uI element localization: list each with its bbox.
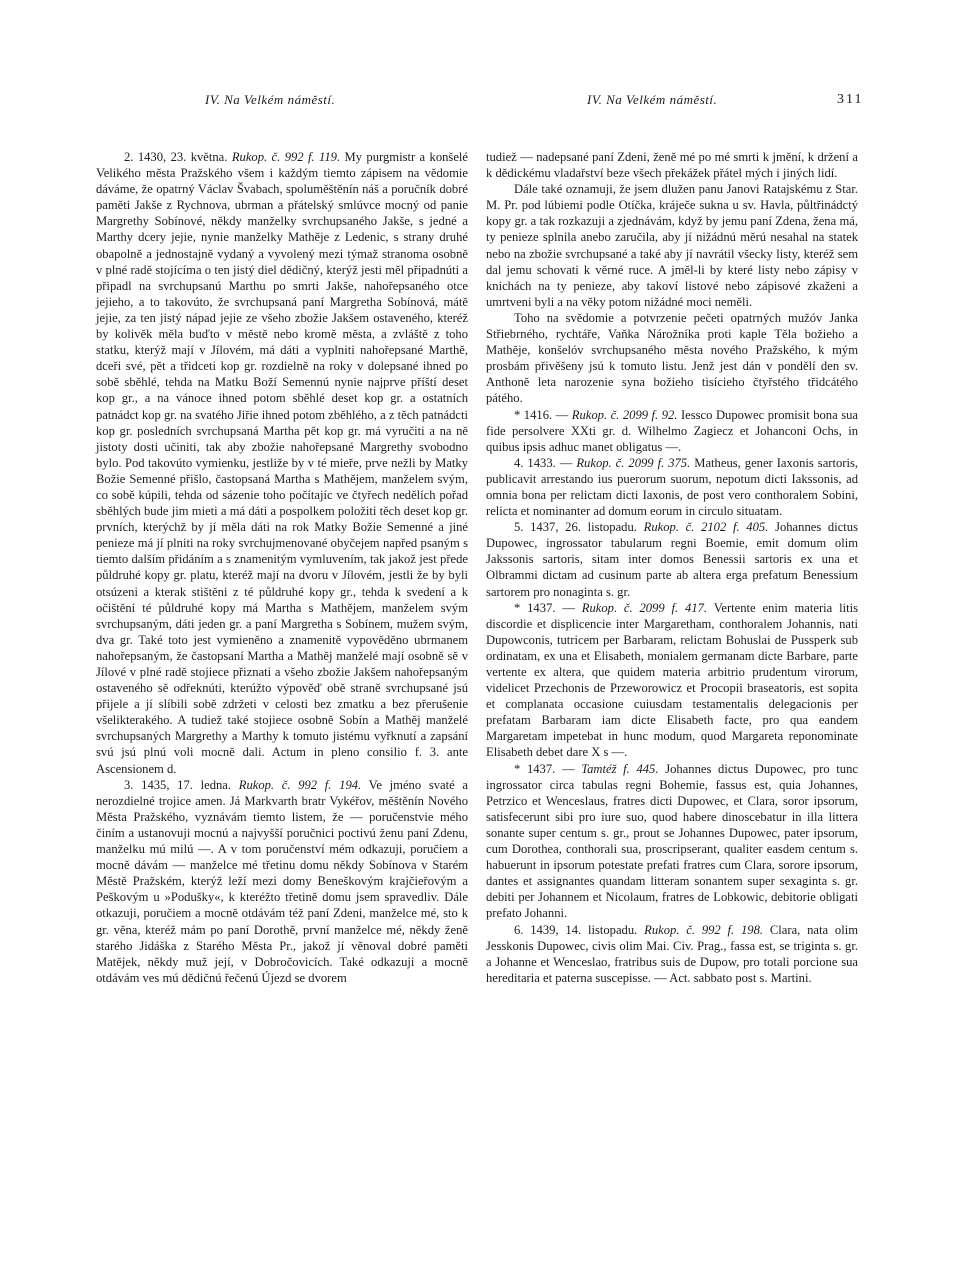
- entry-5-reference: Rukop. č. 2102 f. 405.: [643, 520, 769, 535]
- entry-3-heading: 3. 1435, 17. ledna.: [124, 777, 232, 792]
- entry-2-reference: Rukop. č. 992 f. 119.: [231, 150, 341, 164]
- entry-3-continuation-text: tudiež — nadepsané paní Zdeni, ženě mé po mé smrti k jmění, k držení a k dědickému vladařství beze všech překážek přátel mých i jiných lidí.: [486, 150, 858, 181]
- entry-5: [486, 519, 858, 599]
- entry-4: [486, 455, 858, 519]
- entry-6: [486, 922, 858, 986]
- entry-2-text: My purgmistr a konšelé Velikého města Pražského všem i každým tiemto zápisem na vědomie dáváme, že opatrný Václav Švabach, spoluměštěnín náš a poručník dobré paměti Jakše z Rychnova, ubrman a přátelský smlúvce mocný od panie Margrethy Sobínové, někdy manželky svrchupsaného Jakše, s jedné a Marthy dcery jejie, nynie manželky Mathějе z Ledenic, s strany druhé obapolně a jednostajně vydaný a vyvolený mezi týmaž stranoma osobně v plné radě stojícíma o ten jistý diel dědičný, kterýž jesti měl připadnúti a připadl na svrchupsanú Marthu po smrti Jakše, nahořepsaného otce jejieho, a to takovúto, že svrchupsaná paní Margretha Sobínová, mátě jejie, za ten jistý nápad jejie ze všeho zbožie Jakšem ostaveného, kteréž by kolivěk měla buďto v městě nebo kromě města, a zvláště z toho statku, kterýž mají v Jílovém, má dáti a vyplniti nahořepsané Marthě, dceři své, pět a třidceti kop gr. rozdielně na roky v dolepsané ihned po sobě sběhlé, tehda na Matku Boží Semennú nynie najprve příští deset kop gr., a na vánoce ihned potom sběhlé deset kop gr. a ostatních patnádct kop gr. na svatého Jiřie ihned potom zběhlého, a z těch patnádcti kop gr. posledních svrchupsaná Martha pět kop gr. má vyručiti a na ně jistoty dosti učiniti, tak aby zbožie nahořepsané Margrethy svobodno bylo. Pod takovúto vymienku, jestliže by v té mieře, prve nežli by Matky Božie Semenné přišlo, častopsaná Martha s Mathějem, manželem svým, co sobě kúpili, tehda od sázenie toho počítajíc ve čtyřech nedělích pořad sběhlých bude jim mieti a má dáti a pospolkem položiti těch deset kop gr. prvních, kterýchž by jí měla dáti na rok Matky Božie Semenné a jiné penieze má jí plniti na roky svrchujmenované obyčejem napřed psaným s tiemto dalším přidáním a s znamenitým vymluvením, tak jakož jest přede půldruhé kopy gr. platu, kteréž mají na dvoru v Jílovém, jestli že by byli otsúzeni a kterak stištěni z té půldruhé kopy gr., tehda k svedení a k očištění té půldruhé kopy má Martha s Mathějem, manželem svým svrchupsaným, dáti jeden gr. a paní Margretha s Sobínem, mužem svým, dva gr. Také toto jest vymieněno a znamenitě vypověděno ubrmanem nahořepsaným, že častopsaní Martha a Mathěj manželé mají osobně sě v Jílové v plné radě stojiece přiznati a všeho zbožie Jakšem nahořepsaným ostaveného sě odřeknúti, kterúžto výpověď obě straně svrchupsané jsú přijele a jí slíbili sobě zdržeti v celosti bez zmatku a bez přerušenie všelikterakého. A tudiež také stojiece osobně Sobín a Mathěj manželé svrchupsaných Margrethy a Marthy k tomuto jistému vyřknutí a zapsání svú jsú plnú voli mocně dali. Actum in pleno consilio f. 3. ante Ascensionem d.: [96, 150, 469, 776]
- entry-5-heading: 5. 1437, 26. listopadu.: [514, 520, 637, 535]
- entry-1416-heading: * 1416. —: [514, 407, 569, 422]
- entry-1437: [486, 600, 858, 761]
- entry-1416: [486, 407, 858, 455]
- entry-3: [96, 777, 468, 986]
- entry-1437-heading: * 1437. —: [514, 600, 575, 615]
- left-column: [96, 149, 468, 986]
- entry-2-heading: 2. 1430, 23. května.: [124, 150, 228, 164]
- entry-3-paragraph-3-text: Toho na svědomie a potvrzenie pečeti opatrných mužóv Janka Střiebrného, rychtáře, Vaňka Nárožníka proti kaple Těla božieho a Mathěje, konšelóv svrchupsaného města nového Pražského, k mým prosbám přivěšeny jsú k tomuto listu. Jenž jest dán v pondělí den sv. Anthoně leta narozenie syna božieho tisícieho čtyřstého třidcátého pátého.: [486, 310, 858, 406]
- entry-3-paragraph-2: [486, 181, 858, 310]
- entry-6-text: Clara, nata olim Jesskonis Dupowec, civis olim Mai. Civ. Prag., fassa est, se triginta s. gr. a Johanne et Wenceslao, fratribus suis de Dupow, pro totali porcione sua hereditaria et paterna suscepisse. — Act. sabbato post s. Martini.: [486, 922, 859, 985]
- entry-5-text: Johannes dictus Dupowec, ingrossator tabularum regni Boemie, emit domum olim Jakssonis sartoris, sitam inter domos Benessii sartoris ex una et Olbrammi dictam ad cusinum parte ab altera erga prefatum Benessium sartorem pro nonaginta s. gr.: [486, 520, 859, 599]
- entry-3-paragraph-2-text: Dále také oznamuji, že jsem dlužen panu Janovi Ratajskému z Star. M. Pr. pod lúbiemi podle Otíčka, kráječe sukna u sv. Havla, půltřinádctý kopy gr. a tak rozkazuji a zjednávám, když by jemu paní Zdena, žena má, ty penieze splnila anebo zaručila, aby jí nižádnú měrú nesahal na statek nebo na zbožie svrchupsané a také aby jí navrátil všecky listy, kteréž sem dal jemu schovati k věrné ruce. A jměl-li by které listy nebo zápisy v knichách na ty penieze, aby takoví listové nebo zápisové zkaženi a umrtveni byli a na věky potom nižádné moci neměli.: [486, 182, 858, 309]
- running-header: [0, 92, 960, 112]
- entry-1416-reference: Rukop. č. 2099 f. 92.: [571, 407, 678, 422]
- entry-1437b-heading: * 1437. —: [514, 761, 575, 776]
- entry-1437-reference: Rukop. č. 2099 f. 417.: [581, 600, 708, 615]
- entry-3-reference: Rukop. č. 992 f. 194.: [238, 777, 362, 792]
- entry-4-heading: 4. 1433. —: [514, 455, 573, 470]
- page-number: 311: [837, 92, 864, 107]
- entry-1437b-reference: Tamtéž f. 445.: [581, 761, 659, 776]
- entry-6-reference: Rukop. č. 992 f. 198.: [644, 922, 764, 937]
- entry-3-paragraph-3: [486, 310, 858, 407]
- entry-4-reference: Rukop. č. 2099 f. 375.: [576, 455, 691, 470]
- header-center-title: IV. Na Velkém náměstí.: [587, 92, 718, 107]
- entry-1437b: [486, 761, 858, 922]
- header-left-title: IV. Na Velkém náměstí.: [205, 92, 336, 107]
- entry-1416-text: Iessco Dupowec promisit bona sua fide persolvere XXti gr. d. Wilhelmo Zagiecz et Johanconi Ochs, in quibus ipsis adhuc manet obligatus —.: [486, 407, 858, 454]
- entry-3-continuation: [486, 149, 858, 181]
- entry-2: [96, 149, 468, 777]
- entry-4-text: Matheus, gener Iaxonis sartoris, publicavit arrestando ius puerorum suorum, nepotum dicti Iakssonis, ad omnia bona per relictam dicti Iaxonis, de post vero conthoralem Sobini, relicta et nominanter ad domum eorum in circulo situatam.: [486, 455, 859, 519]
- entry-1437-text: Vertente enim materia litis discordie et displicencie inter Margaretham, conthoralem Johannis, nati Dupowconis, tutricem per Barbaram, relictam Bohuslai de Pussperk sub ordinatam, ex una et Elisabeth, monialem germanam dicte Barbare, parte vertente ex altera, que quidem materia arbitrio prudentum virorum, videlicet Przechonis de Przeworowicz et Procopii braseatoris, est sopita et complanata occasione cuiusdam testamentalis delegacionis per prefatam Barbaram iam dicte Elisabeth facte, pro qua eandem Margaretam impetebat in hunc modum, quod Margareta reponominate Elisabeth debet dare X s —.: [486, 600, 858, 760]
- entry-1437b-text: Johannes dictus Dupowec, pro tunc ingrossator circa tabulas regni Bohemie, fassus est, quia Johannes, Petrzico et Wenceslaus, fratres dicti Dupowec, et Clara, soror ipsorum, satisfecerunt sibi pro iure suo, quod habere dinoscebatur in illa littera sonante super centum s. gr., prout se Johannes Dupowec, pater ipsorum, cum Dorothea, conthorali sua, proscripserant, qualiter easdem centum s. habuerunt in ipsorum potestate prefati fratres cum Clara, sorore ipsorum, dantes et assignantes quandam litteram sonantem super sexaginta s. gr. debiti per Johannem et Nicolaum, fratres de Lobkowic, debitorie obligati prefato Johanni.: [486, 761, 858, 921]
- entry-6-heading: 6. 1439, 14. listopadu.: [514, 922, 638, 937]
- right-column: [486, 149, 858, 986]
- entry-3-text: Ve jméno svaté a nerozdielné trojice amen. Já Markvarth bratr Vykéřov, měštěnín Nového Města Pražského, vyznávám tiemto listem, že — poručenstvie mého činím a ustanovuji mocnú a najvyšší poručnici poctivú ženu paní Zdenu, manželku mú milú —. A v tom poručenství mém odkazuji, poručiem a mocně dávám — manželce mé třetinu domu někdy Sobínova v Starém Městě Pražském, kterýž leží mezi domy Beneškovým krajčieřovým a Peškovým u »Podušky«, k kteréžto třetině domu jsem spravedliv. Dále otkazuji, poručiem a mocně otdávám též paní Zdeni, manželce mé, sto k gr. věna, kteréž mám po paní Dorothě, první manželce mé, někdy ženě starého Jidáška z Starého Města Pr., jakož jí věnoval dobré paměti Matějek, někdy muž její, v Dobročovicích. Také odkazuji a mocně otdávám ves mú dědičnú řečenú Újezd se dvorem: [96, 777, 469, 985]
